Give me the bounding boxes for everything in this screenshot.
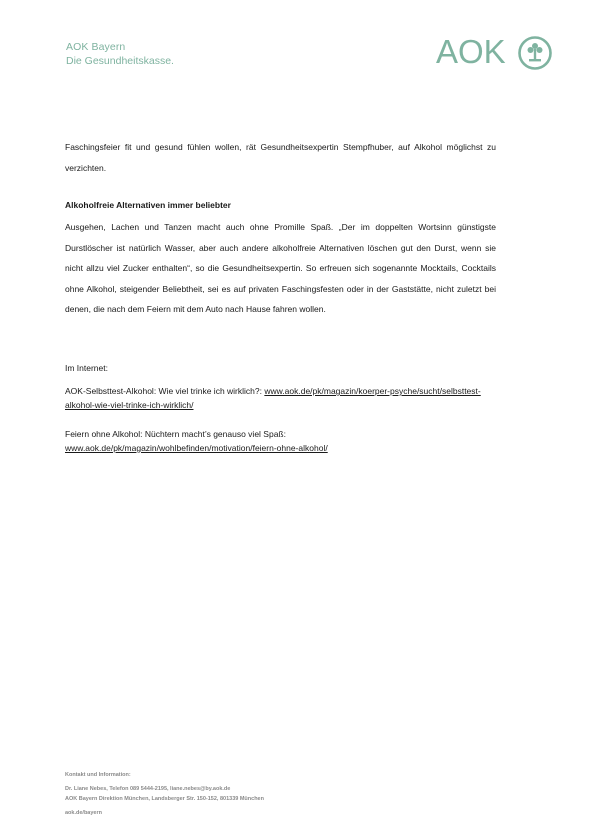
body-paragraph: Ausgehen, Lachen und Tanzen macht auch ohne Promille Spaß. „Der im doppelten Wortsinn günstigste Durstlöscher ist natürlich Wasser, aber auch andere alkoholfreie Alternativen löschen gut den Durst, wenn sie nicht allzu viel Zucker enthalten“, so die Gesundheitsexpertin. So erfreuen sich sogenannte Mocktails, Cocktails ohne Alkohol, steigender Beliebtheit, sei es auf privaten Faschingsfesten oder in der Gaststätte, nicht zuletzt bei denen, die nach dem Feiern mit dem Auto nach Hause fahren wollen.	[65, 222, 496, 315]
resource-item	[65, 384, 505, 412]
contact-label: Kontakt und Information:	[65, 772, 131, 778]
resource-link[interactable]: www.aok.de/pk/magazin/koerper-psyche/sucht/selbsttest-alkohol-wie-viel-trinke-ich-wirklich/	[65, 386, 481, 410]
resource-link[interactable]: www.aok.de/pk/magazin/wohlbefinden/motivation/feiern-ohne-alkohol/	[65, 443, 328, 453]
website: aok.de/bayern	[65, 810, 102, 816]
contact-address: AOK Bayern Direktion München, Landsberger Str. 150-152, 801339 München	[65, 796, 264, 802]
resource-title: AOK-Selbsttest-Alkohol: Wie viel trinke ich wirklich?:	[65, 386, 265, 396]
brand-tagline: Die Gesundheitskasse.	[66, 55, 174, 67]
aok-logo	[436, 34, 556, 70]
resource-item	[65, 427, 505, 455]
section-heading: Alkoholfreie Alternativen immer beliebter	[65, 200, 231, 210]
brand-name: AOK Bayern	[66, 41, 126, 53]
intro-paragraph: Faschingsfeier fit und gesund fühlen wollen, rät Gesundheitsexpertin Stempfhuber, auf Alkohol möglichst zu verzichten.	[65, 142, 496, 173]
internet-label: Im Internet:	[65, 363, 108, 373]
contact-person: Dr. Liane Nebes, Telefon 089 5444-2195, liane.nebes@by.aok.de	[65, 786, 231, 792]
tree-icon	[517, 35, 553, 71]
resource-title: Feiern ohne Alkohol: Nüchtern macht’s genauso viel Spaß:	[65, 429, 286, 439]
logo-wordmark: AOK	[436, 33, 506, 70]
